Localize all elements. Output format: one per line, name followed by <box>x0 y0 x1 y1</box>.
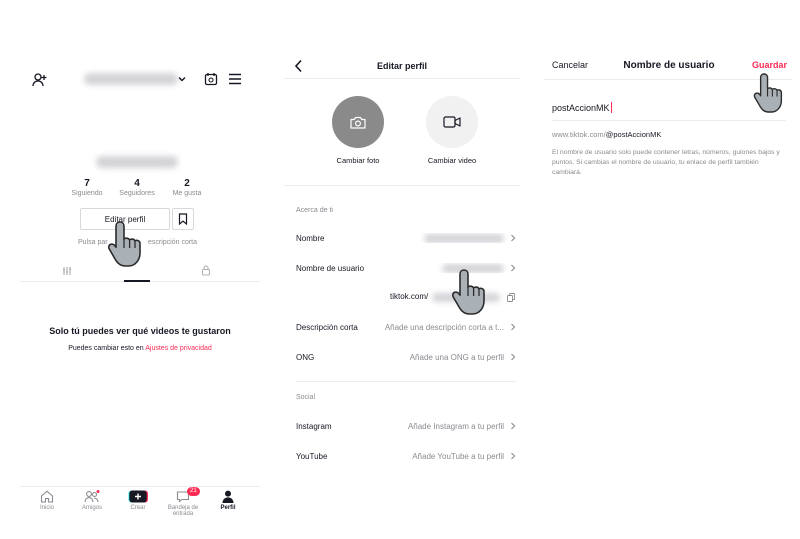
home-icon <box>40 490 54 503</box>
nav-divider <box>20 486 260 487</box>
username-panel <box>544 0 792 539</box>
username-blurred[interactable] <box>84 73 178 85</box>
videos-tab-icon[interactable] <box>62 266 72 276</box>
username-input-value: postAccionMK <box>552 102 610 113</box>
chevron-right-icon <box>510 264 516 272</box>
likes-label: Me gusta <box>172 190 202 197</box>
create-icon <box>128 490 148 503</box>
pointer-hand-icon <box>450 266 494 318</box>
nav-inbox-label: Bandeja de entrada <box>167 505 199 517</box>
nav-profile[interactable] <box>206 490 250 511</box>
bookmark-button[interactable] <box>172 208 194 230</box>
menu-icon[interactable] <box>228 73 242 85</box>
username-label: Nombre de usuario <box>296 263 365 273</box>
chevron-right-icon <box>510 234 516 242</box>
chevron-right-icon <box>510 422 516 430</box>
username-input[interactable] <box>552 102 612 113</box>
edit-profile-panel <box>284 0 520 539</box>
username-help-text: El nombre de usuario solo puede contener letras, números, guiones bajos y puntos. Si cambias el nombre de usuario, tu enlace de perfil también cambiará. <box>552 149 780 176</box>
photo-divider <box>284 185 520 186</box>
inbox-badge: 21 <box>187 487 200 496</box>
bio-hint-start: Pulsa par <box>78 239 108 246</box>
bio-hint-end: escripción corta <box>148 239 198 246</box>
edit-profile-button[interactable]: Editar perfil <box>80 208 170 230</box>
liked-private-title: Solo tú puedes ver qué videos te gustaron <box>49 326 231 336</box>
profile-panel <box>20 0 260 539</box>
nav-home[interactable] <box>25 490 69 511</box>
name-value-blurred <box>424 234 504 243</box>
instagram-row[interactable] <box>296 417 516 435</box>
link-preview <box>552 130 661 139</box>
text-cursor <box>611 102 612 113</box>
followers-count[interactable]: 4 <box>134 178 140 189</box>
following-count[interactable]: 7 <box>84 178 90 189</box>
page-title: Nombre de usuario <box>623 60 715 71</box>
chevron-right-icon <box>510 323 516 331</box>
copy-icon[interactable] <box>507 293 515 302</box>
save-button[interactable]: Guardar <box>752 60 788 70</box>
bookmark-icon <box>178 213 188 225</box>
privacy-note-text: Puedes cambiar esto en <box>68 345 146 352</box>
followers-label: Seguidores <box>119 190 155 197</box>
link-preview-prefix: www.tiktok.com/ <box>552 130 606 139</box>
pointer-hand-icon <box>106 218 150 270</box>
youtube-value: Añade YouTube a tu perfil <box>412 451 504 461</box>
active-tab-indicator <box>124 280 150 282</box>
likes-count[interactable]: 2 <box>184 178 190 189</box>
chevron-right-icon <box>510 452 516 460</box>
short-description-label: Descripción corta <box>296 322 358 332</box>
social-section-title: Social <box>296 394 316 401</box>
cancel-button[interactable]: Cancelar <box>552 60 589 70</box>
add-friend-icon[interactable] <box>32 72 48 88</box>
page-title: Editar perfil <box>376 61 427 71</box>
about-divider <box>296 381 516 382</box>
ong-row[interactable] <box>296 348 516 366</box>
pointer-hand-icon <box>752 70 790 116</box>
nav-home-label: Inicio <box>39 505 54 511</box>
nav-create[interactable] <box>116 490 160 511</box>
change-photo-label[interactable]: Cambiar foto <box>336 156 380 165</box>
nav-friends[interactable] <box>70 490 114 511</box>
ong-label: ONG <box>296 352 315 362</box>
friends-icon <box>84 490 100 503</box>
nav-create-label: Crear <box>130 505 146 511</box>
change-video-button[interactable] <box>426 96 478 148</box>
change-photo-button[interactable] <box>332 96 384 148</box>
short-description-row[interactable] <box>296 318 516 336</box>
name-row[interactable] <box>296 229 516 247</box>
profile-link-prefix: tiktok.com/ <box>390 292 429 301</box>
profile-handle-blurred <box>96 156 178 168</box>
privacy-note <box>20 345 260 352</box>
youtube-label: YouTube <box>296 451 328 461</box>
video-camera-icon <box>443 116 461 128</box>
header-divider <box>284 78 520 79</box>
change-video-label[interactable]: Cambiar video <box>427 156 477 165</box>
about-section-title: Acerca de ti <box>296 207 333 214</box>
lock-tab-icon[interactable] <box>201 265 211 276</box>
nav-inbox[interactable] <box>160 490 206 517</box>
following-label: Siguiendo <box>71 190 103 197</box>
chevron-down-icon[interactable] <box>178 75 186 83</box>
privacy-settings-link[interactable]: Ajustes de privacidad <box>145 345 212 352</box>
short-description-value: Añade una descripción corta a t... <box>384 322 504 332</box>
nav-profile-label: Perfil <box>220 505 236 511</box>
instagram-label: Instagram <box>296 421 332 431</box>
link-preview-handle: @postAccionMK <box>605 130 662 139</box>
instagram-value: Añade Instagram a tu perfil <box>407 421 504 431</box>
camera-icon <box>350 116 366 129</box>
profile-icon <box>222 490 234 503</box>
chevron-right-icon <box>510 353 516 361</box>
name-label: Nombre <box>296 233 325 243</box>
calendar-icon[interactable] <box>204 72 218 86</box>
input-divider <box>552 120 786 121</box>
youtube-row[interactable] <box>296 447 516 465</box>
ong-value: Añade una ONG a tu perfil <box>409 352 504 362</box>
nav-friends-label: Amigos <box>81 505 102 511</box>
